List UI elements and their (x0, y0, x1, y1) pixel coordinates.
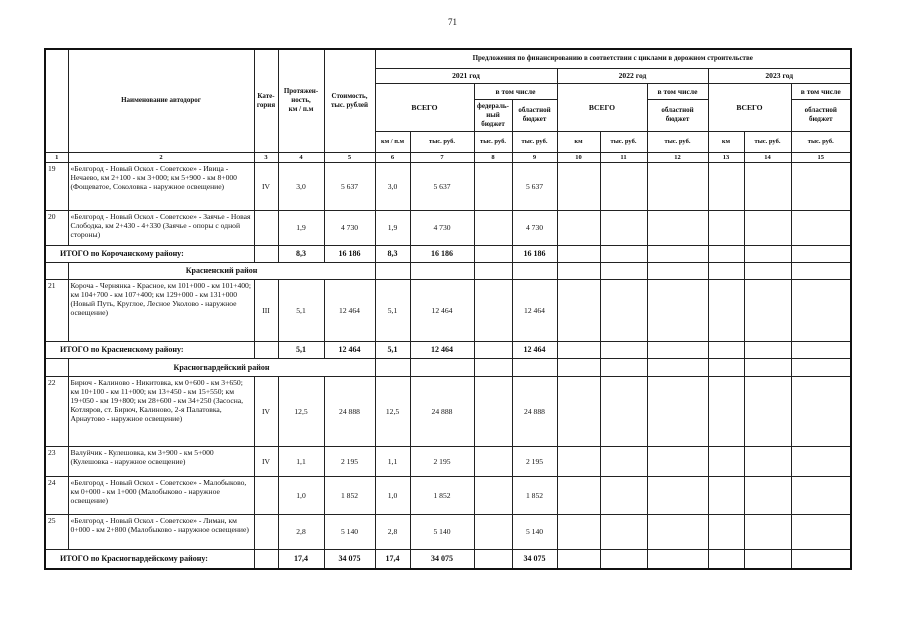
category (254, 476, 278, 514)
total-sum-2021: 16 186 (410, 245, 474, 262)
total-sum-2021: 12 464 (410, 341, 474, 358)
empty-cell (708, 341, 744, 358)
empty-cell (647, 245, 708, 262)
empty-cell (708, 245, 744, 262)
empty-cell (791, 162, 851, 210)
empty-cell (512, 262, 557, 279)
row-number: 24 (45, 476, 68, 514)
unit-km-pm: км / п.м (375, 131, 410, 152)
federal-2021 (474, 476, 512, 514)
row-number: 20 (45, 210, 68, 245)
empty-cell (791, 210, 851, 245)
empty-cell (375, 358, 410, 376)
empty-cell (647, 376, 708, 446)
total-sum-2021: 34 075 (410, 549, 474, 569)
unit-rub: тыс. руб. (512, 131, 557, 152)
col-num: 13 (708, 152, 744, 162)
federal-2021 (474, 210, 512, 245)
header-incl-2022: в том числе (647, 83, 708, 99)
federal-2021 (474, 514, 512, 549)
empty-cell (791, 446, 851, 476)
header-total-2023: ВСЕГО (708, 83, 791, 131)
header-year-2022: 2022 год (557, 68, 708, 83)
empty-cell (600, 210, 647, 245)
cost: 12 464 (324, 279, 375, 341)
empty-cell (600, 446, 647, 476)
empty-cell (744, 262, 791, 279)
total-regional-2021: 16 186 (512, 245, 557, 262)
empty-cell (647, 279, 708, 341)
total-row (45, 549, 851, 569)
empty-cell (708, 162, 744, 210)
empty-cell (744, 210, 791, 245)
road-name: «Белгород - Новый Оскол - Советское» - Заячье - Новая Слободка, км 2+430 - 4+330 (Заячье - опоры с одной стороны) (68, 210, 254, 245)
total-cost: 16 186 (324, 245, 375, 262)
empty-cell (512, 358, 557, 376)
regional-2021: 5 140 (512, 514, 557, 549)
total-2021: 1 852 (410, 476, 474, 514)
total-2021: 5 637 (410, 162, 474, 210)
empty-cell (45, 358, 68, 376)
empty-cell (375, 262, 410, 279)
empty-cell (708, 446, 744, 476)
road-name: «Белгород - Новый Оскол - Советское» - Малобыково, км 0+000 - км 1+000 (Малобыково - наружное освещение) (68, 476, 254, 514)
header-year-2021: 2021 год (375, 68, 557, 83)
total-length: 17,4 (278, 549, 324, 569)
length: 3,0 (278, 162, 324, 210)
total-label: ИТОГО по Корочанскому району: (45, 245, 254, 262)
empty-cell (647, 162, 708, 210)
empty-cell (744, 446, 791, 476)
empty-cell (647, 341, 708, 358)
empty-cell (474, 358, 512, 376)
cost: 5 140 (324, 514, 375, 549)
unit-rub: тыс. руб. (600, 131, 647, 152)
empty-cell (410, 262, 474, 279)
empty-cell (557, 262, 600, 279)
empty-cell (791, 341, 851, 358)
col-num: 10 (557, 152, 600, 162)
total-km-2021: 17,4 (375, 549, 410, 569)
header-category: Кате- гория (254, 49, 278, 152)
empty-cell (557, 549, 600, 569)
category: III (254, 279, 278, 341)
empty-cell (744, 376, 791, 446)
road-name: «Белгород - Новый Оскол - Советское» - Ивица - Нечаево, км 2+100 - км 3+000; км 5+900 - км 8+000 (Фощеватое, Соколовка - наружное освещение) (68, 162, 254, 210)
empty-cell (708, 262, 744, 279)
unit-km: км (708, 131, 744, 152)
km-2021: 3,0 (375, 162, 410, 210)
regional-2021: 2 195 (512, 446, 557, 476)
empty-cell (557, 162, 600, 210)
category (254, 514, 278, 549)
header-proposals: Предложения по финансированию в соответствии с циклами в дорожном строительстве (375, 49, 851, 68)
total-label: ИТОГО по Красненскому району: (45, 341, 254, 358)
empty-cell (600, 245, 647, 262)
regional-2021: 12 464 (512, 279, 557, 341)
col-num: 11 (600, 152, 647, 162)
empty-cell (708, 210, 744, 245)
length: 1,9 (278, 210, 324, 245)
unit-rub: тыс. руб. (410, 131, 474, 152)
empty-cell (557, 446, 600, 476)
col-num: 1 (45, 152, 68, 162)
empty-cell (254, 341, 278, 358)
header-incl-2021: в том числе (474, 83, 557, 99)
km-2021: 5,1 (375, 279, 410, 341)
empty-cell (744, 341, 791, 358)
total-row (45, 245, 851, 262)
empty-cell (600, 341, 647, 358)
page-number: 71 (448, 17, 457, 27)
col-num: 14 (744, 152, 791, 162)
length: 1,1 (278, 446, 324, 476)
road-name: Короча - Чернянка - Красное, км 101+000 - км 101+400; км 104+700 - км 107+400; км 129+000 - км 131+000 (Новый Путь, Круглое, Лесное Уколово - наружное освещение) (68, 279, 254, 341)
empty-cell (600, 262, 647, 279)
empty-cell (557, 476, 600, 514)
empty-cell (410, 358, 474, 376)
col-num: 3 (254, 152, 278, 162)
federal-2021 (474, 162, 512, 210)
empty-cell (708, 358, 744, 376)
empty-cell (647, 514, 708, 549)
empty-cell (600, 376, 647, 446)
empty-cell (474, 262, 512, 279)
empty-cell (708, 549, 744, 569)
section-row (45, 358, 851, 376)
total-regional-2021: 34 075 (512, 549, 557, 569)
header-regional-2023: областной бюджет (791, 99, 851, 131)
empty-cell (744, 549, 791, 569)
row-number: 22 (45, 376, 68, 446)
category: IV (254, 162, 278, 210)
cost: 24 888 (324, 376, 375, 446)
cost: 1 852 (324, 476, 375, 514)
empty-cell (557, 210, 600, 245)
category: IV (254, 376, 278, 446)
table-body (45, 162, 851, 569)
row-number: 25 (45, 514, 68, 549)
road-name: Бирюч - Калиново - Никитовка, км 0+600 - км 3+650; км 10+100 - км 11+000; км 13+450 - км 15+550; км 19+050 - км 19+800; км 28+600 - км 34+250 (Засосна, Котляров, ст. Бирюч, Калиново, 2-я Палатовка, Арнаутово - наружное освещение) (68, 376, 254, 446)
total-cost: 34 075 (324, 549, 375, 569)
header-length: Протяжен- ность, км / п.м (278, 49, 324, 152)
category: IV (254, 446, 278, 476)
empty-cell (791, 376, 851, 446)
federal-2021 (474, 376, 512, 446)
km-2021: 2,8 (375, 514, 410, 549)
empty-cell (600, 514, 647, 549)
cost: 2 195 (324, 446, 375, 476)
header-incl-2023: в том числе (791, 83, 851, 99)
empty-cell (744, 162, 791, 210)
col-num: 2 (68, 152, 254, 162)
empty-cell (647, 549, 708, 569)
total-row (45, 341, 851, 358)
section-title: Красненский район (68, 262, 375, 279)
road-name: Валуйчик - Кулешовка, км 3+900 - км 5+000 (Кулешовка - наружное освещение) (68, 446, 254, 476)
empty-cell (254, 245, 278, 262)
total-2021: 12 464 (410, 279, 474, 341)
empty-cell (557, 358, 600, 376)
empty-cell (557, 245, 600, 262)
row-number: 23 (45, 446, 68, 476)
empty-cell (744, 245, 791, 262)
km-2021: 1,9 (375, 210, 410, 245)
empty-cell (600, 279, 647, 341)
regional-2021: 24 888 (512, 376, 557, 446)
cost: 4 730 (324, 210, 375, 245)
total-2021: 24 888 (410, 376, 474, 446)
empty-cell (557, 514, 600, 549)
table-row (45, 476, 851, 514)
empty-cell (791, 549, 851, 569)
empty-cell (708, 376, 744, 446)
empty-cell (791, 476, 851, 514)
section-title: Красногвардейский район (68, 358, 375, 376)
empty-cell (647, 476, 708, 514)
federal-2021 (474, 446, 512, 476)
header-federal: федераль- ный бюджет (474, 99, 512, 131)
col-num: 12 (647, 152, 708, 162)
empty-cell (600, 549, 647, 569)
col-num: 8 (474, 152, 512, 162)
empty-cell (791, 262, 851, 279)
total-km-2021: 5,1 (375, 341, 410, 358)
length: 12,5 (278, 376, 324, 446)
row-number: 21 (45, 279, 68, 341)
header-total-2022: ВСЕГО (557, 83, 647, 131)
empty-cell (557, 376, 600, 446)
col-num: 4 (278, 152, 324, 162)
length: 2,8 (278, 514, 324, 549)
column-number-row (45, 152, 851, 162)
table-row (45, 162, 851, 210)
empty-cell (254, 549, 278, 569)
unit-rub: тыс. руб. (744, 131, 791, 152)
empty-cell (474, 245, 512, 262)
header-total-2021: ВСЕГО (375, 83, 474, 131)
financing-table (44, 48, 852, 570)
empty-cell (557, 341, 600, 358)
empty-cell (647, 446, 708, 476)
regional-2021: 4 730 (512, 210, 557, 245)
empty-cell (474, 341, 512, 358)
empty-cell (600, 162, 647, 210)
header-regional-2021: областной бюджет (512, 99, 557, 131)
length: 5,1 (278, 279, 324, 341)
total-length: 5,1 (278, 341, 324, 358)
road-name: «Белгород - Новый Оскол - Советское» - Лиман, км 0+000 - км 2+800 (Малобыково - наружное освещение) (68, 514, 254, 549)
col-num: 15 (791, 152, 851, 162)
empty-cell (647, 210, 708, 245)
empty-cell (744, 476, 791, 514)
total-2021: 4 730 (410, 210, 474, 245)
col-num: 7 (410, 152, 474, 162)
total-length: 8,3 (278, 245, 324, 262)
header-cost: Стоимость, тыс. рублей (324, 49, 375, 152)
header-regional-2022: областной бюджет (647, 99, 708, 131)
total-regional-2021: 12 464 (512, 341, 557, 358)
unit-km: км (557, 131, 600, 152)
empty-cell (791, 358, 851, 376)
empty-cell (474, 549, 512, 569)
col-num: 5 (324, 152, 375, 162)
empty-cell (647, 358, 708, 376)
empty-cell (600, 476, 647, 514)
regional-2021: 1 852 (512, 476, 557, 514)
federal-2021 (474, 279, 512, 341)
total-2021: 2 195 (410, 446, 474, 476)
km-2021: 1,1 (375, 446, 410, 476)
row-number: 19 (45, 162, 68, 210)
header-year-2023: 2023 год (708, 68, 851, 83)
empty-cell (791, 279, 851, 341)
empty-cell (744, 514, 791, 549)
total-2021: 5 140 (410, 514, 474, 549)
empty-cell (708, 476, 744, 514)
empty-cell (744, 358, 791, 376)
col-num: 9 (512, 152, 557, 162)
table-row (45, 210, 851, 245)
empty-cell (744, 279, 791, 341)
total-cost: 12 464 (324, 341, 375, 358)
header-name: Наименование автодорог (68, 49, 254, 152)
empty-cell (791, 514, 851, 549)
total-km-2021: 8,3 (375, 245, 410, 262)
empty-cell (708, 514, 744, 549)
empty-cell (557, 279, 600, 341)
section-row (45, 262, 851, 279)
total-label: ИТОГО по Красногвардейскому району: (45, 549, 254, 569)
empty-cell (45, 262, 68, 279)
table-row (45, 446, 851, 476)
unit-rub: тыс. руб. (791, 131, 851, 152)
table-row (45, 279, 851, 341)
empty-cell (647, 262, 708, 279)
empty-cell (791, 245, 851, 262)
unit-rub: тыс. руб. (474, 131, 512, 152)
km-2021: 1,0 (375, 476, 410, 514)
table-row (45, 376, 851, 446)
unit-rub: тыс. руб. (647, 131, 708, 152)
empty-cell (600, 358, 647, 376)
category (254, 210, 278, 245)
regional-2021: 5 637 (512, 162, 557, 210)
km-2021: 12,5 (375, 376, 410, 446)
empty-cell (708, 279, 744, 341)
col-num: 6 (375, 152, 410, 162)
table-row (45, 514, 851, 549)
length: 1,0 (278, 476, 324, 514)
cost: 5 637 (324, 162, 375, 210)
